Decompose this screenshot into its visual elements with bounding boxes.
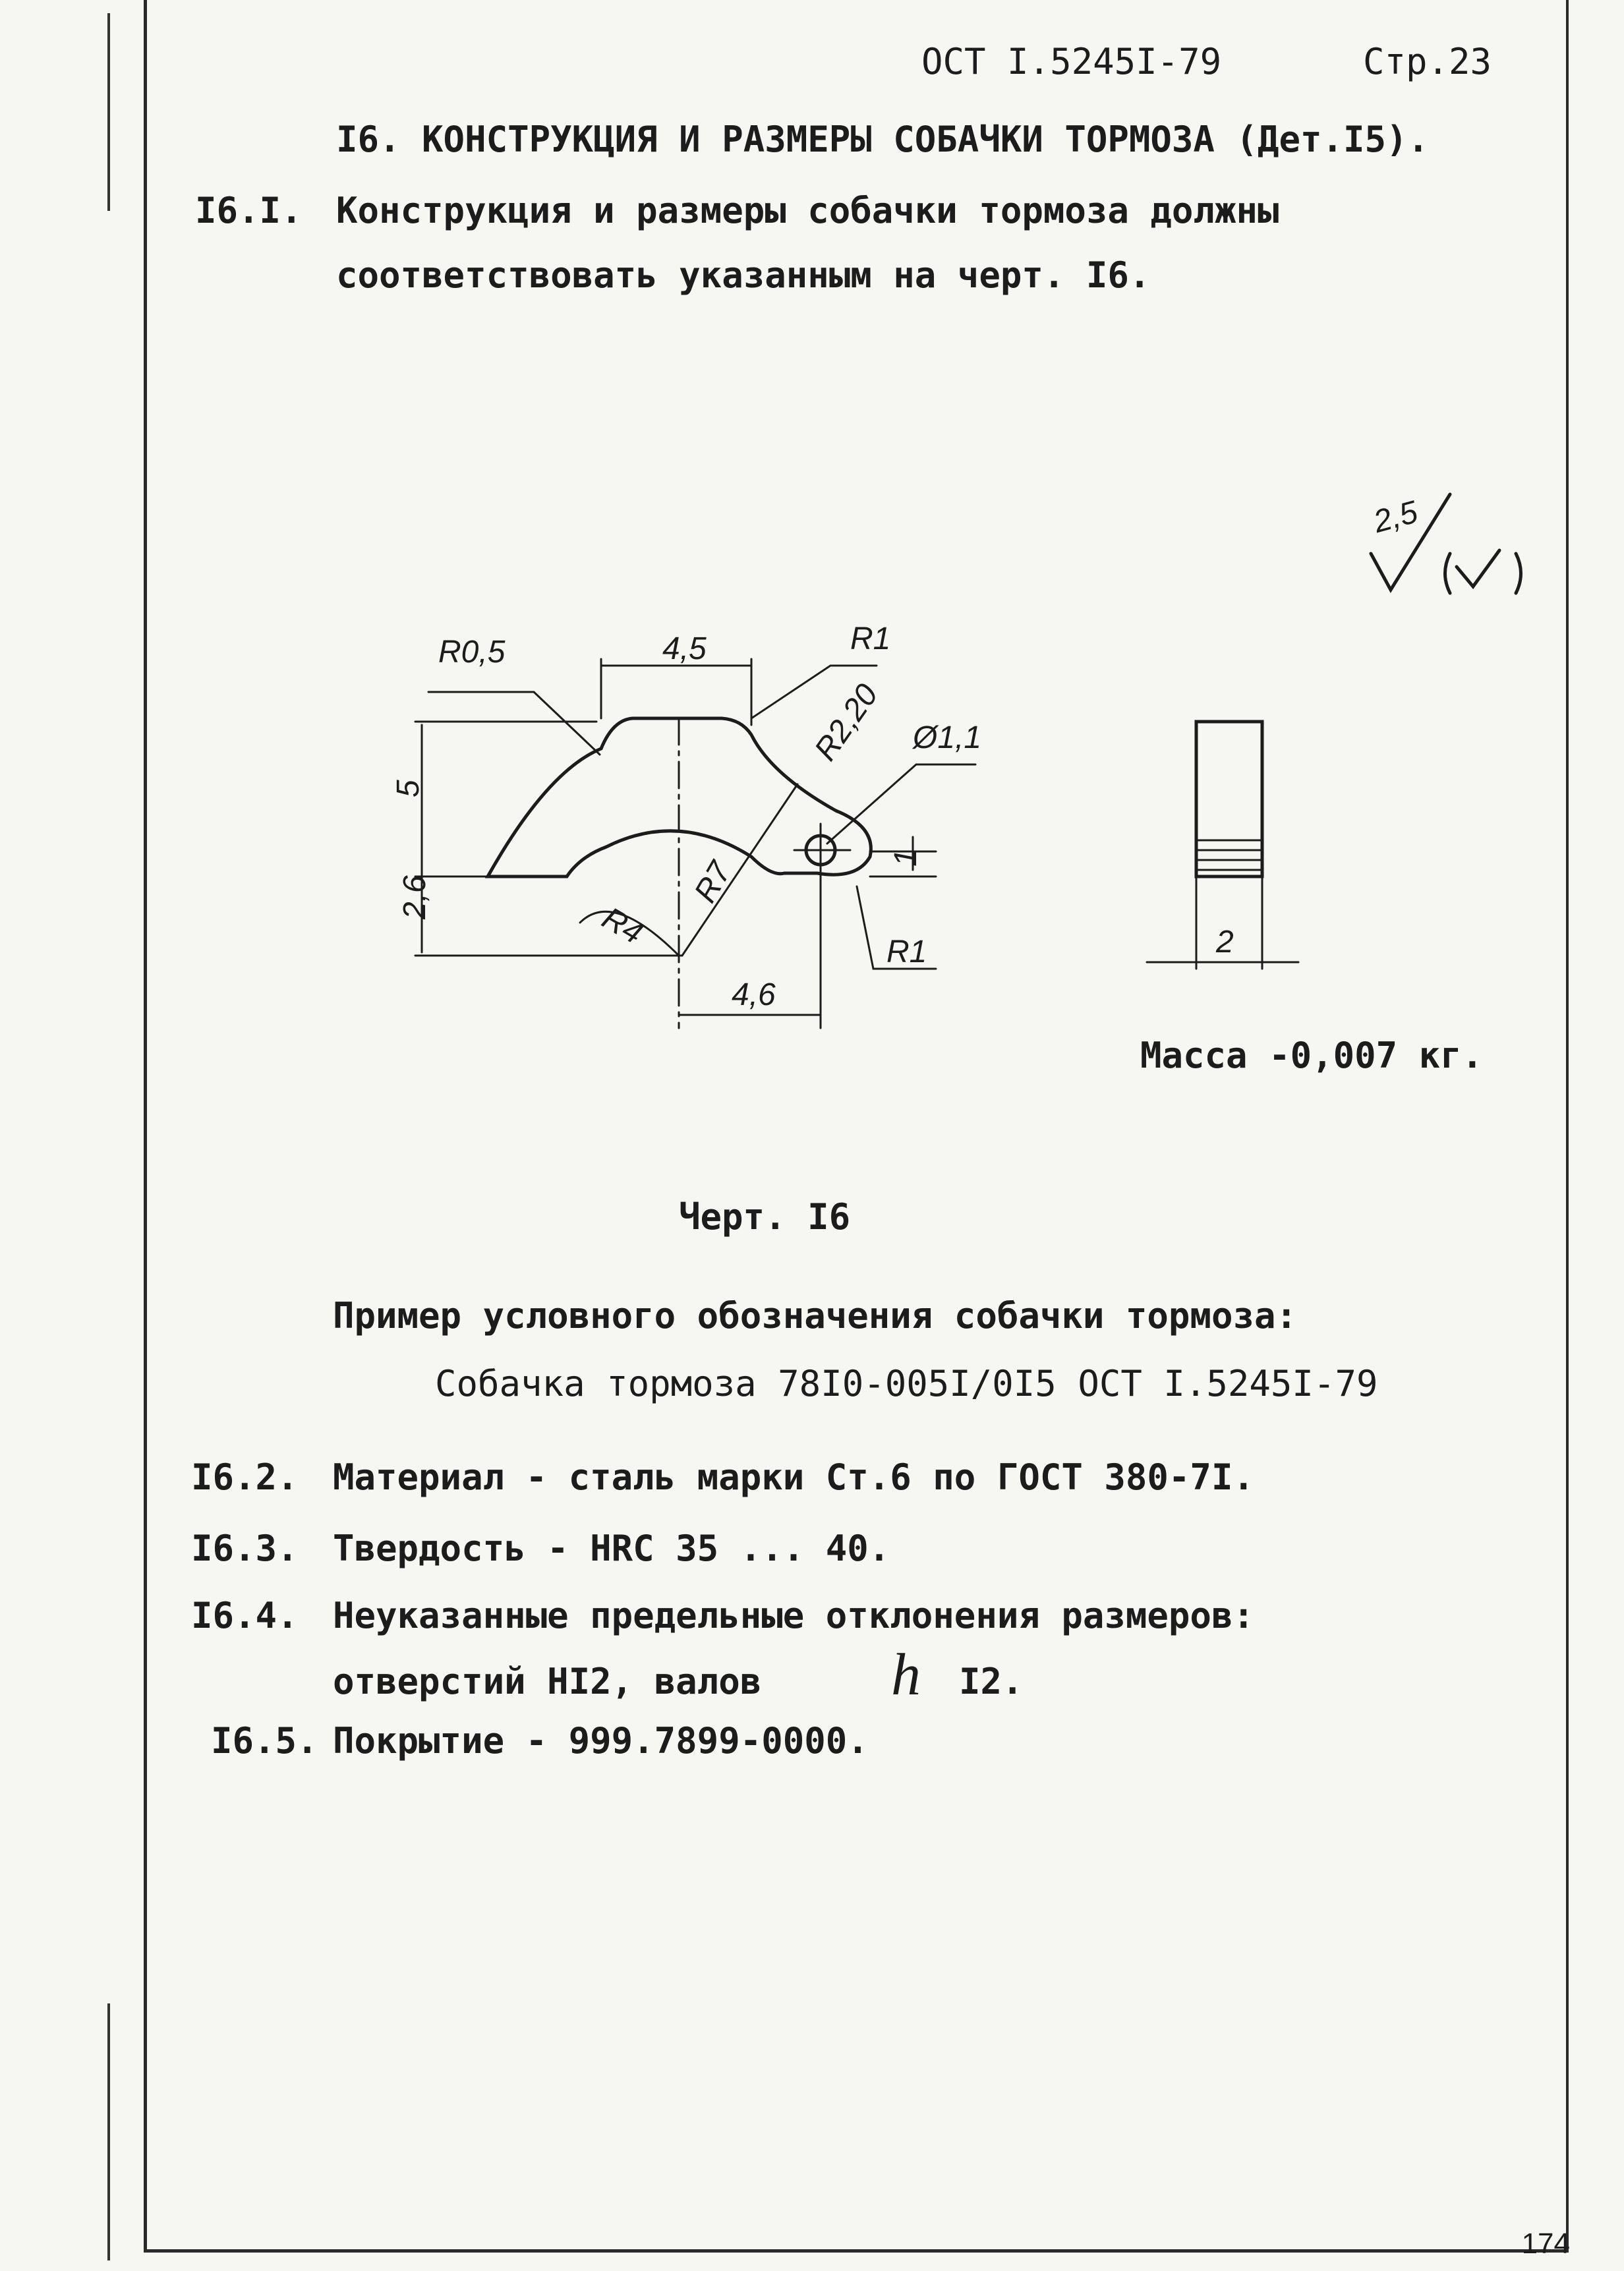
item-number: I6.3.: [191, 1528, 299, 1569]
example-heading: Пример условного обозначения собачки тормоза:: [333, 1295, 1297, 1337]
dim-r220: R2,20: [807, 677, 885, 767]
side-view: [1196, 722, 1262, 877]
item-text: Материал - сталь марки Ст.6 по ГОСТ 380-7I.: [333, 1456, 1254, 1498]
item-text: Твердость - HRC 35 ... 40.: [333, 1528, 890, 1569]
dim-one: 1: [888, 849, 923, 867]
tolerance-letter: h: [891, 1642, 921, 1708]
standard-number: ОСТ I.5245I-79: [921, 41, 1222, 82]
section-title: I6. КОНСТРУКЦИЯ И РАЗМЕРЫ СОБАЧКИ ТОРМОЗА (Дет.I5).: [336, 119, 1430, 160]
dim-r1-bottom: R1: [886, 934, 927, 969]
item-text: отверстий HI2, валов: [333, 1661, 762, 1702]
dim-w46: 4,6: [732, 977, 776, 1012]
item-text: Неуказанные предельные отклонения размеров:: [333, 1595, 1254, 1636]
page-number: 174: [1521, 2228, 1570, 2260]
dim-r05: R0,5: [438, 635, 506, 670]
dim-thickness: 2: [1216, 925, 1234, 960]
dim-r7: R7: [687, 855, 739, 909]
para-text: соответствовать указанным на черт. I6.: [336, 254, 1151, 296]
para-number: I6.I.: [195, 190, 303, 231]
item-number: I6.5.: [211, 1720, 318, 1762]
roughness-value: 2,5: [1370, 494, 1422, 540]
para-text: Конструкция и размеры собачки тормоза должны: [336, 190, 1279, 231]
dim-h5: 5: [391, 780, 426, 797]
page-label: Стр.23: [1363, 41, 1492, 82]
example-designation: Собачка тормоза 78I0-005I/0I5 ОСТ I.5245I-79: [435, 1363, 1378, 1404]
figure-caption: Черт. I6: [679, 1196, 851, 1238]
item-number: I6.4.: [191, 1595, 299, 1636]
item-text: Покрытие - 999.7899-0000.: [333, 1720, 869, 1762]
item-number: I6.2.: [191, 1456, 299, 1498]
dim-h26: 2,6: [397, 875, 432, 919]
dim-r1-top: R1: [850, 621, 891, 656]
dim-d11: Ø1,1: [913, 720, 982, 755]
mass-label: Масса -0,007 кг.: [1140, 1035, 1484, 1076]
dim-w45: 4,5: [662, 631, 707, 666]
tolerance-value: I2.: [959, 1661, 1024, 1702]
dim-r4: R4: [596, 900, 649, 952]
